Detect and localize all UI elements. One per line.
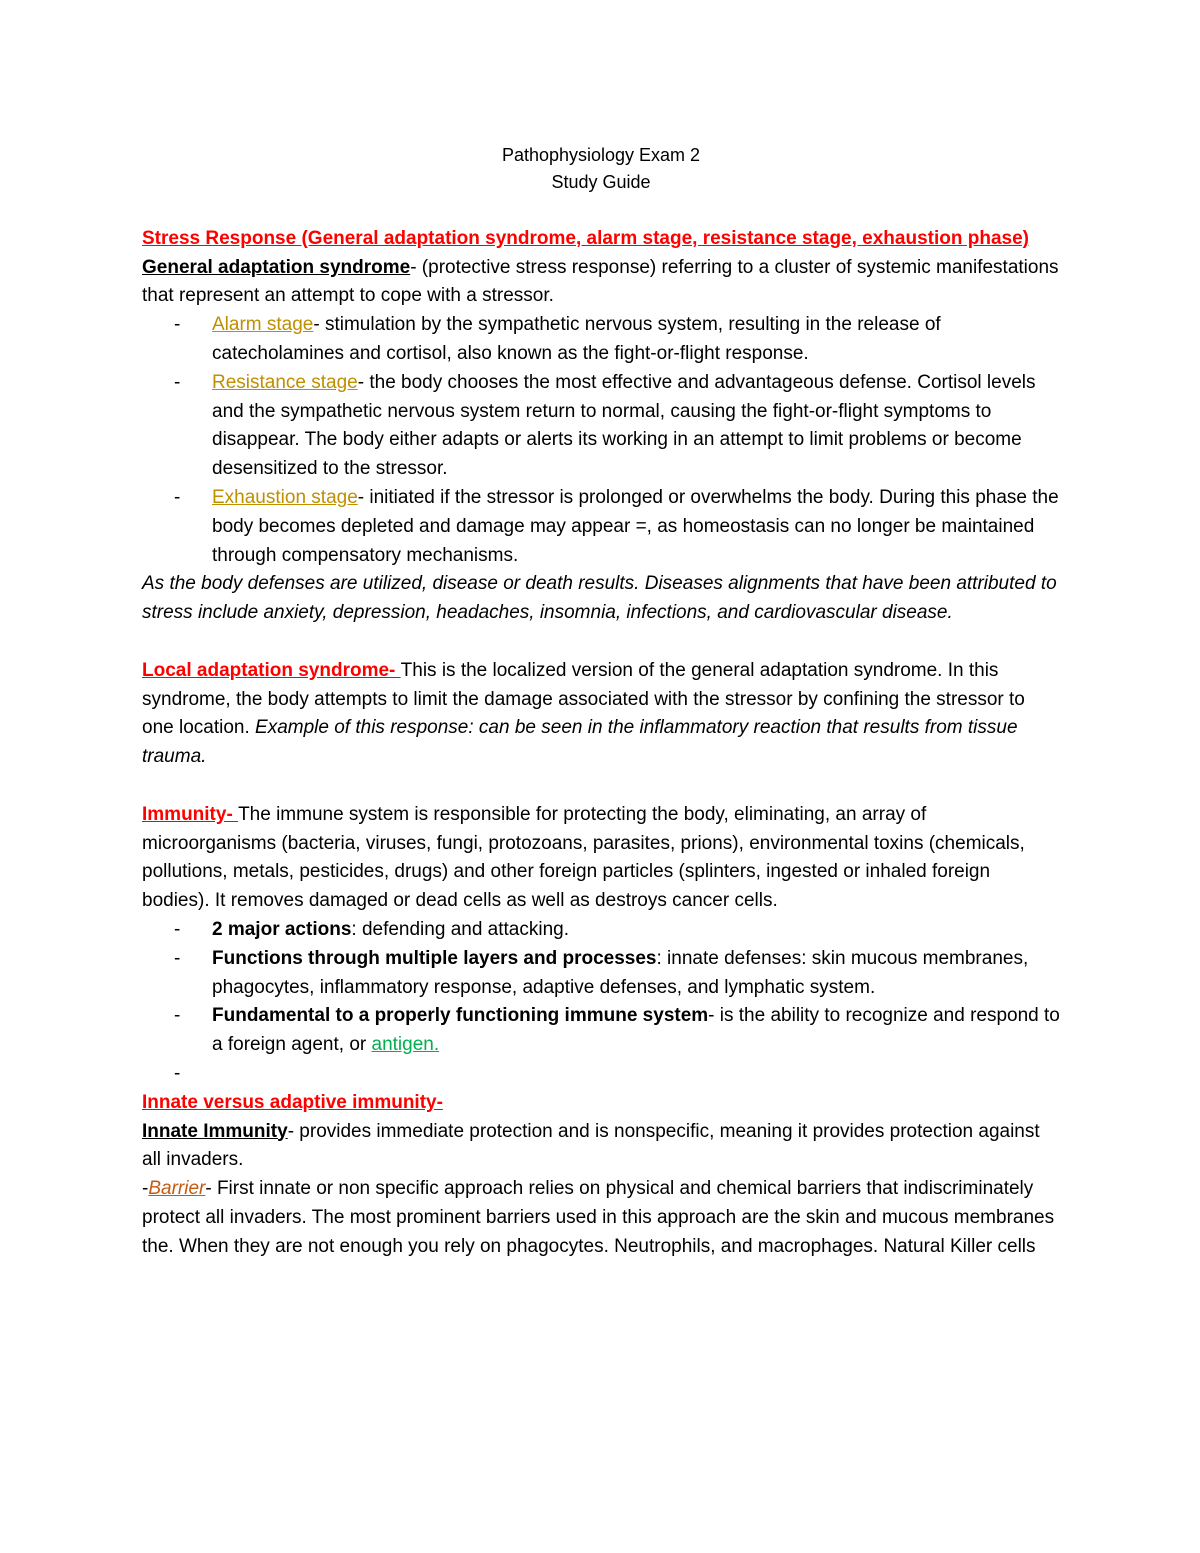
bullet-dash: - bbox=[174, 314, 181, 336]
document-subtitle: Study Guide bbox=[551, 172, 651, 192]
immunity-empty-item bbox=[142, 1060, 1060, 1089]
resistance-stage-item bbox=[142, 369, 1060, 484]
local-adaptation-paragraph bbox=[142, 657, 1060, 772]
immunity-item-major-actions bbox=[142, 916, 1060, 945]
barrier-paragraph bbox=[142, 1175, 1060, 1261]
functions-term: Functions through multiple layers and processes bbox=[212, 947, 657, 969]
immunity-term: Immunity- bbox=[142, 803, 239, 825]
resistance-stage-term: Resistance stage bbox=[212, 371, 358, 393]
immunity-item-functions bbox=[142, 945, 1060, 1003]
innate-immunity-text: - provides immediate protection and is nonspecific, meaning it provides protection against all invaders. bbox=[142, 1120, 1040, 1171]
local-adaptation-example: Example of this response: can be seen in the inflammatory reaction that results from tissue trauma. bbox=[142, 717, 1018, 768]
alarm-stage-item bbox=[142, 311, 1060, 369]
alarm-stage-term: Alarm stage bbox=[212, 314, 314, 336]
functions-text: : innate defenses: skin mucous membranes, phagocytes, inflammatory response, adaptive defenses, and lymphatic system. bbox=[212, 947, 1029, 998]
bullet-dash: - bbox=[174, 947, 181, 969]
bullet-dash: - bbox=[174, 1062, 181, 1084]
stress-italic-note: As the body defenses are utilized, disease or death results. Diseases alignments that have been attributed to stress include anxiety, depression, headaches, insomnia, infections, and cardiovascular disease. bbox=[142, 573, 1057, 624]
local-adaptation-text: This is the localized version of the general adaptation syndrome. In this syndrome, the body attempts to limit the damage associated with the stressor by confining the stressor to one location. bbox=[142, 659, 1025, 739]
barrier-dash: - bbox=[142, 1178, 149, 1200]
alarm-stage-text: - stimulation by the sympathetic nervous system, resulting in the release of catecholamines and cortisol, also known as the fight-or-flight response. bbox=[212, 314, 941, 364]
fundamental-text: - is the ability to recognize and respond to a foreign agent, or bbox=[212, 1005, 1060, 1056]
document-title: Pathophysiology Exam 2 bbox=[501, 145, 701, 165]
gas-term: General adaptation syndrome bbox=[142, 256, 411, 278]
fundamental-term: Fundamental to a properly functioning immune system bbox=[212, 1005, 709, 1027]
innate-adaptive-heading: Innate versus adaptive immunity- bbox=[142, 1091, 443, 1113]
gas-text: - (protective stress response) referring to a cluster of systemic manifestations that represent an attempt to cope with a stressor. bbox=[142, 256, 1059, 307]
bullet-dash: - bbox=[174, 486, 181, 508]
exhaustion-stage-text: - initiated if the stressor is prolonged or overwhelms the body. During this phase the body becomes depleted and damage may appear =, as homeostasis can no longer be maintained through compensatory mechanisms. bbox=[212, 486, 1059, 566]
spacer bbox=[142, 628, 1060, 657]
stress-heading: Stress Response (General adaptation syndrome, alarm stage, resistance stage, exhaustion phase) bbox=[142, 227, 1029, 249]
major-actions-term: 2 major actions bbox=[212, 918, 352, 940]
innate-immunity-term: Innate Immunity bbox=[142, 1120, 288, 1142]
gas-paragraph bbox=[142, 254, 1060, 312]
resistance-stage-text: - the body chooses the most effective and advantageous defense. Cortisol levels and the sympathetic nervous system return to normal, causing the fight-or-flight symptoms to disappear. The body either adapts or alerts its working in an attempt to limit problems or become desensitized to the stressor. bbox=[212, 371, 1036, 480]
barrier-text: - First innate or non specific approach relies on physical and chemical barriers that indiscriminately protect all invaders. The most prominent barriers used in this approach are the skin and mucous membranes the. When they are not enough you rely on phagocytes. Neutrophils, and macrophages. Natural Killer cells bbox=[142, 1178, 1055, 1257]
barrier-term: Barrier bbox=[148, 1178, 206, 1200]
bullet-dash: - bbox=[174, 918, 181, 940]
exhaustion-stage-term: Exhaustion stage bbox=[212, 486, 358, 508]
antigen-term: antigen. bbox=[371, 1034, 440, 1056]
spacer bbox=[142, 196, 1060, 225]
local-adaptation-term: Local adaptation syndrome- bbox=[142, 659, 401, 681]
bullet-dash: - bbox=[174, 371, 181, 393]
document-content bbox=[142, 142, 1060, 1261]
immunity-item-fundamental bbox=[142, 1002, 1060, 1060]
bullet-dash: - bbox=[174, 1005, 181, 1027]
major-actions-text: : defending and attacking. bbox=[351, 918, 569, 940]
spacer bbox=[142, 772, 1060, 801]
exhaustion-stage-item bbox=[142, 484, 1060, 570]
innate-immunity-paragraph bbox=[142, 1118, 1060, 1176]
immunity-text: The immune system is responsible for protecting the body, eliminating, an array of microorganisms (bacteria, viruses, fungi, protozoans, parasites, prions), environmental toxins (chemicals, pollutions, metals, pesticides, drugs) and other foreign particles (splinters, ingested or inhaled foreign bodies). It removes damaged or dead cells as well as destroys cancer cells. bbox=[142, 803, 1025, 912]
immunity-paragraph bbox=[142, 801, 1060, 916]
